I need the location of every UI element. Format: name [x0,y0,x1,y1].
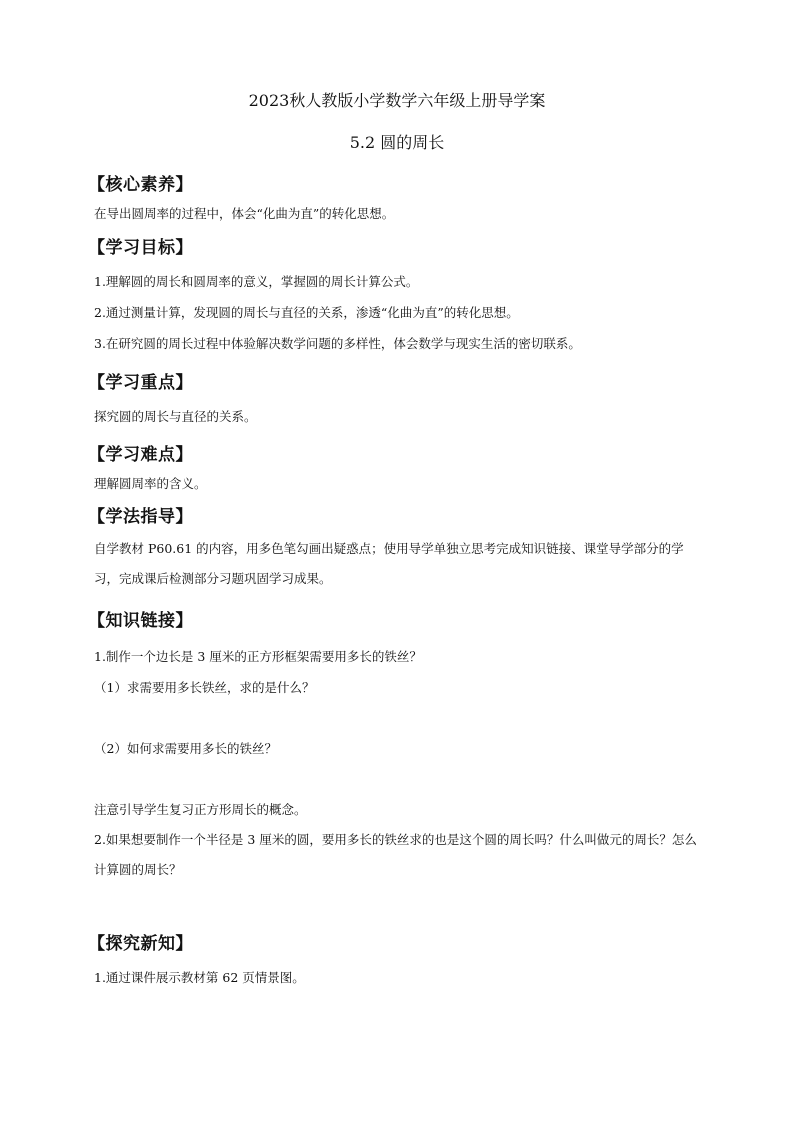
explore-text: 1.通过课件展示教材第 62 页情景图。 [94,970,305,985]
lesson-title: 5.2 圆的周长 [349,133,445,152]
heading-key-point: 【学习重点】 [88,373,193,393]
link-note: 注意引导学生复习正方形周长的概念。 [94,802,307,817]
key-point-text: 探究圆的周长与直径的关系。 [94,409,257,424]
heading-study-method: 【学法指导】 [88,507,193,527]
heading-difficulty: 【学习难点】 [88,445,193,465]
core-literacy-text: 在导出圆周率的过程中，体会“化曲为直”的转化思想。 [94,206,395,221]
study-method-text: 自学教材 P60.61 的内容，用多色笔勾画出疑惑点；使用导学单独立思考完成知识链接、课堂导学部分的学习，完成课后检测部分习题巩固学习成果。 [94,541,684,586]
heading-core-literacy: 【核心素养】 [88,175,193,195]
link-question-1a: （1）求需要用多长铁丝，求的是什么？ [94,680,315,695]
goal-item-3: 3.在研究圆的周长过程中体验解决数学问题的多样性，体会数学与现实生活的密切联系。 [94,336,581,351]
heading-learning-goals: 【学习目标】 [88,238,193,258]
goal-item-2: 2.通过测量计算，发现圆的周长与直径的关系，渗透“化曲为直”的转化思想。 [94,305,519,320]
difficulty-text: 理解圆周率的含义。 [94,476,207,491]
document-title: 2023秋人教版小学数学六年级上册导学案 [248,91,546,110]
heading-knowledge-link: 【知识链接】 [88,611,193,631]
goal-item-1: 1.理解圆的周长和圆周率的意义，掌握圆的周长计算公式。 [94,274,419,289]
heading-explore-new: 【探究新知】 [88,934,193,954]
link-question-2: 2.如果想要制作一个半径是 3 厘米的圆，要用多长的铁丝求的也是这个圆的周长吗？什么叫做元的周长？怎么计算圆的周长？ [94,832,697,877]
link-question-1b: （2）如何求需要用多长的铁丝？ [94,741,277,756]
link-question-1: 1.制作一个边长是 3 厘米的正方形框架需要用多长的铁丝？ [94,649,422,664]
